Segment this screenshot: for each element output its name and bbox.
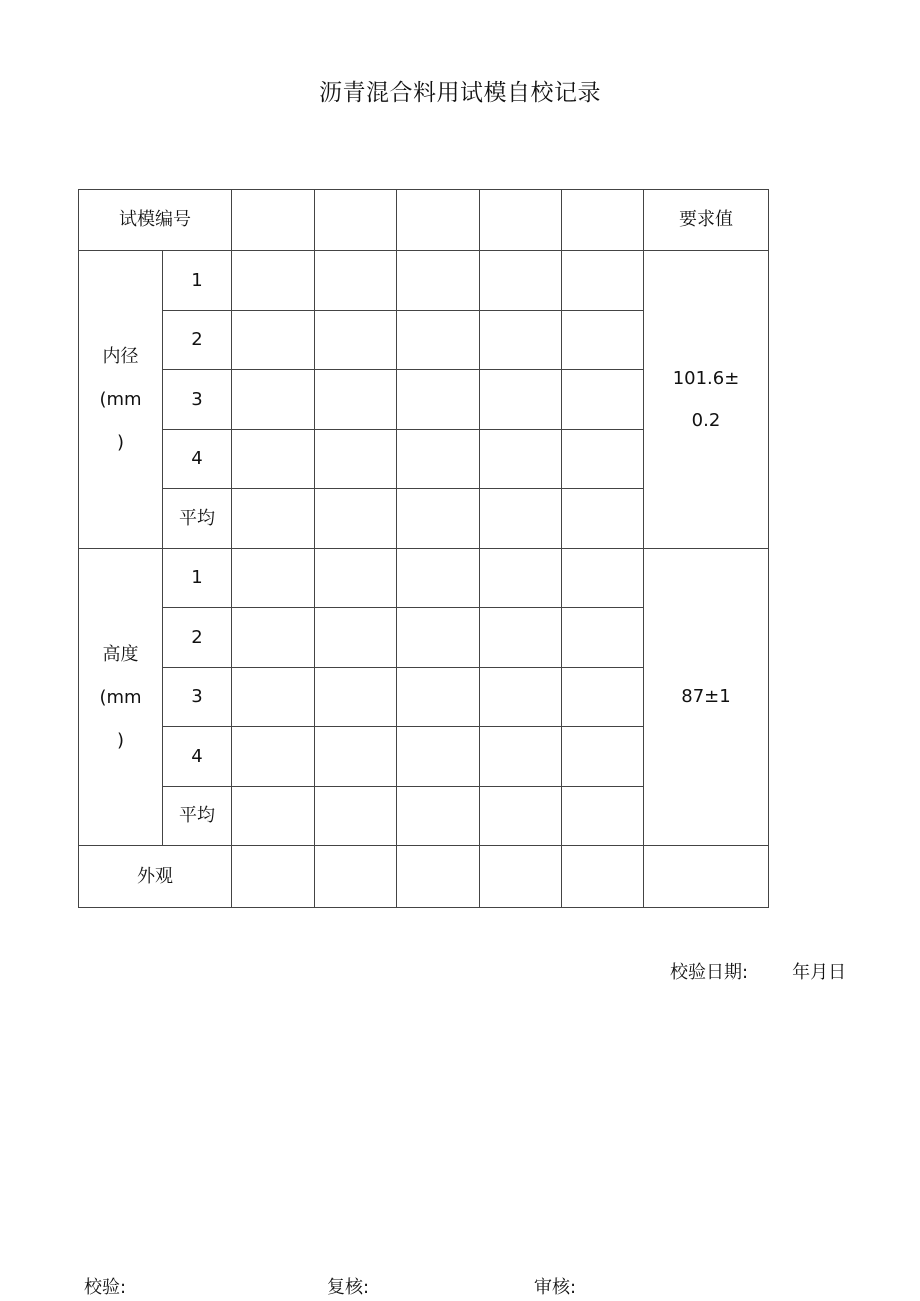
data-cell[interactable] xyxy=(232,489,315,549)
mold-4-cell[interactable] xyxy=(480,190,562,251)
data-cell[interactable] xyxy=(480,370,562,430)
inner-diameter-label xyxy=(79,251,163,549)
data-cell[interactable] xyxy=(562,846,644,908)
data-cell[interactable] xyxy=(480,608,562,668)
data-cell[interactable] xyxy=(397,787,480,846)
data-cell[interactable] xyxy=(480,251,562,311)
data-cell[interactable] xyxy=(232,430,315,489)
data-cell[interactable] xyxy=(397,370,480,430)
measurement-index: 3 xyxy=(163,668,232,727)
data-cell[interactable] xyxy=(397,727,480,787)
data-cell[interactable] xyxy=(480,489,562,549)
height-label-line: ) xyxy=(116,729,125,751)
measurement-index: 2 xyxy=(163,311,232,370)
data-cell[interactable] xyxy=(232,668,315,727)
check-signature: 校验: xyxy=(84,1277,127,1298)
mold-2-cell[interactable] xyxy=(315,190,397,251)
inner-diameter-label-line: ) xyxy=(116,432,125,453)
measurement-index: 1 xyxy=(163,549,232,608)
data-cell[interactable] xyxy=(480,846,562,908)
height-label-line: (mm xyxy=(99,686,142,708)
review-signature: 审核: xyxy=(534,1277,577,1298)
requirement-line: 0.2 xyxy=(691,409,721,431)
requirement-line: 101.6± xyxy=(672,367,740,389)
data-cell[interactable] xyxy=(232,549,315,608)
data-cell[interactable] xyxy=(232,370,315,430)
data-cell[interactable] xyxy=(397,549,480,608)
data-cell[interactable] xyxy=(315,370,397,430)
data-cell[interactable] xyxy=(232,727,315,787)
table-row xyxy=(79,251,769,311)
data-cell[interactable] xyxy=(315,787,397,846)
data-cell[interactable] xyxy=(644,846,769,908)
data-cell[interactable] xyxy=(315,727,397,787)
average-label: 平均 xyxy=(163,787,232,846)
calibration-table xyxy=(78,189,769,908)
requirement-header: 要求值 xyxy=(644,190,769,251)
table-row xyxy=(79,549,769,608)
data-cell[interactable] xyxy=(480,430,562,489)
date-units: 年月日 xyxy=(792,962,847,983)
data-cell[interactable] xyxy=(232,608,315,668)
data-cell[interactable] xyxy=(562,489,644,549)
recheck-signature: 复核: xyxy=(327,1277,370,1298)
data-cell[interactable] xyxy=(562,608,644,668)
measurement-index: 1 xyxy=(163,251,232,311)
data-cell[interactable] xyxy=(562,787,644,846)
date-label: 校验日期: xyxy=(670,962,749,983)
measurement-index: 3 xyxy=(163,370,232,430)
data-cell[interactable] xyxy=(480,668,562,727)
data-cell[interactable] xyxy=(315,251,397,311)
data-cell[interactable] xyxy=(315,549,397,608)
data-cell[interactable] xyxy=(232,846,315,908)
data-cell[interactable] xyxy=(397,489,480,549)
measurement-index: 4 xyxy=(163,430,232,489)
data-cell[interactable] xyxy=(397,430,480,489)
data-cell[interactable] xyxy=(397,608,480,668)
measurement-index: 4 xyxy=(163,727,232,787)
data-cell[interactable] xyxy=(480,787,562,846)
data-cell[interactable] xyxy=(232,251,315,311)
data-cell[interactable] xyxy=(315,668,397,727)
calibration-date xyxy=(670,958,846,984)
appearance-label: 外观 xyxy=(79,846,232,908)
data-cell[interactable] xyxy=(397,668,480,727)
mold-5-cell[interactable] xyxy=(562,190,644,251)
data-cell[interactable] xyxy=(562,668,644,727)
data-cell[interactable] xyxy=(562,430,644,489)
page-title: 沥青混合料用试模自校记录 xyxy=(319,80,601,106)
header-row xyxy=(79,190,769,251)
appearance-row xyxy=(79,846,769,908)
mold-number-header: 试模编号 xyxy=(79,190,232,251)
data-cell[interactable] xyxy=(315,311,397,370)
data-cell[interactable] xyxy=(562,549,644,608)
data-cell[interactable] xyxy=(232,787,315,846)
average-label: 平均 xyxy=(163,489,232,549)
height-label xyxy=(79,549,163,846)
data-cell[interactable] xyxy=(315,430,397,489)
mold-3-cell[interactable] xyxy=(397,190,480,251)
data-cell[interactable] xyxy=(315,489,397,549)
inner-diameter-label-line: (mm xyxy=(99,389,142,410)
height-label-line: 高度 xyxy=(102,643,139,665)
inner-diameter-requirement xyxy=(644,251,769,549)
height-requirement: 87±1 xyxy=(644,549,769,846)
data-cell[interactable] xyxy=(480,727,562,787)
data-cell[interactable] xyxy=(562,251,644,311)
data-cell[interactable] xyxy=(480,311,562,370)
data-cell[interactable] xyxy=(315,608,397,668)
data-cell[interactable] xyxy=(397,311,480,370)
data-cell[interactable] xyxy=(562,370,644,430)
data-cell[interactable] xyxy=(315,846,397,908)
mold-1-cell[interactable] xyxy=(232,190,315,251)
data-cell[interactable] xyxy=(397,251,480,311)
inner-diameter-label-line: 内径 xyxy=(102,346,139,367)
measurement-index: 2 xyxy=(163,608,232,668)
data-cell[interactable] xyxy=(562,311,644,370)
data-cell[interactable] xyxy=(480,549,562,608)
data-cell[interactable] xyxy=(397,846,480,908)
data-cell[interactable] xyxy=(232,311,315,370)
data-cell[interactable] xyxy=(562,727,644,787)
